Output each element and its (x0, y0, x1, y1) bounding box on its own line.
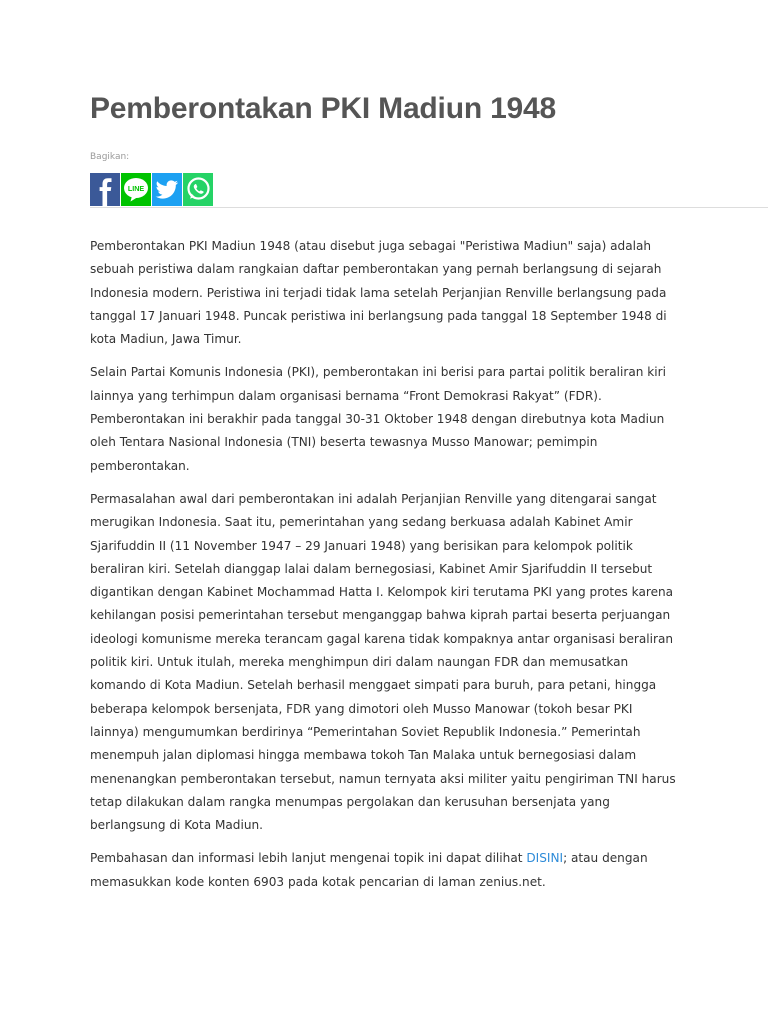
line-share-button[interactable] (121, 173, 151, 206)
header-divider (90, 207, 768, 208)
share-label: Bagikan: (90, 152, 130, 162)
twitter-share-button[interactable] (152, 173, 182, 206)
disini-link[interactable]: DISINI (526, 851, 564, 866)
twitter-icon (152, 173, 182, 206)
closing-text-after: ; atau dengan memasukkan kode konten 6903 pada kotak pencarian di laman zenius.net. (90, 851, 648, 889)
article-paragraph: Pemberontakan PKI Madiun 1948 (atau disebut juga sebagai "Peristiwa Madiun" saja) adalah sebuah peristiwa dalam rangkaian daftar pemberontakan yang pernah berlangsung di sejarah Indonesia modern. Peristiwa ini terjadi tidak lama setelah Perjanjian Renville berlangsung pada tanggal 17 Januari 1948. Puncak peristiwa ini berlangsung pada tanggal 18 September 1948 di kota Madiun, Jawa Timur. (90, 239, 667, 347)
article-body (90, 235, 680, 904)
article-paragraph: Selain Partai Komunis Indonesia (PKI), pemberontakan ini berisi para partai politik beraliran kiri lainnya yang terhimpun dalam organisasi bernama “Front Demokrasi Rakyat” (FDR). Pemberontakan ini berakhir pada tanggal 30-31 Oktober 1948 dengan direbutnya kota Madiun oleh Tentara Nasional Indonesia (TNI) beserta tewasnya Musso Manowar; pemimpin pemberontakan. (90, 365, 666, 473)
facebook-share-button[interactable] (90, 173, 120, 206)
svg-text:LINE: LINE (127, 184, 145, 193)
article-paragraph: Permasalahan awal dari pemberontakan ini adalah Perjanjian Renville yang ditengarai sangat merugikan Indonesia. Saat itu, pemerintahan yang sedang berkuasa adalah Kabinet Amir Sjarifuddin II (11 November 1947 – 29 Januari 1948) yang berisikan para kelompok politik beraliran kiri. Setelah dianggap lalai dalam bernegosiasi, Kabinet Amir Sjarifuddin II tersebut digantikan dengan Kabinet Mochammad Hatta I. Kelompok kiri terutama PKI yang protes karena kehilangan posisi pemerintahan tersebut menganggap bahwa kiprah partai beserta perjuangan ideologi komunisme mereka terancam gagal karena tidak kompaknya antar organisasi beraliran politik kiri. Untuk itulah, mereka menghimpun diri dalam naungan FDR dan memusatkan komando di Kota Madiun. Setelah berhasil menggaet simpati para buruh, para petani, hingga beberapa kelompok bersenjata, FDR yang dimotori oleh Musso Manowar (tokoh besar PKI lainnya) mengumumkan berdirinya “Pemerintahan Soviet Republik Indonesia.” Pemerintah menempuh jalan diplomasi hingga membawa tokoh Tan Malaka untuk bernegosiasi dalam menenangkan pemberontakan tersebut, namun ternyata aksi militer yaitu pengiriman TNI harus tetap dilakukan dalam rangka menumpas pergolakan dan kerusuhan bersenjata yang berlangsung di Kota Madiun. (90, 491, 676, 833)
closing-paragraph (90, 847, 680, 894)
share-buttons (90, 173, 213, 206)
closing-text-before: Pembahasan dan informasi lebih lanjut mengenai topik ini dapat dilihat (90, 851, 527, 866)
article-title: Pemberontakan PKI Madiun 1948 (90, 92, 557, 125)
whatsapp-icon (183, 173, 213, 206)
facebook-icon (90, 173, 120, 206)
line-icon (121, 173, 151, 206)
whatsapp-share-button[interactable] (183, 173, 213, 206)
